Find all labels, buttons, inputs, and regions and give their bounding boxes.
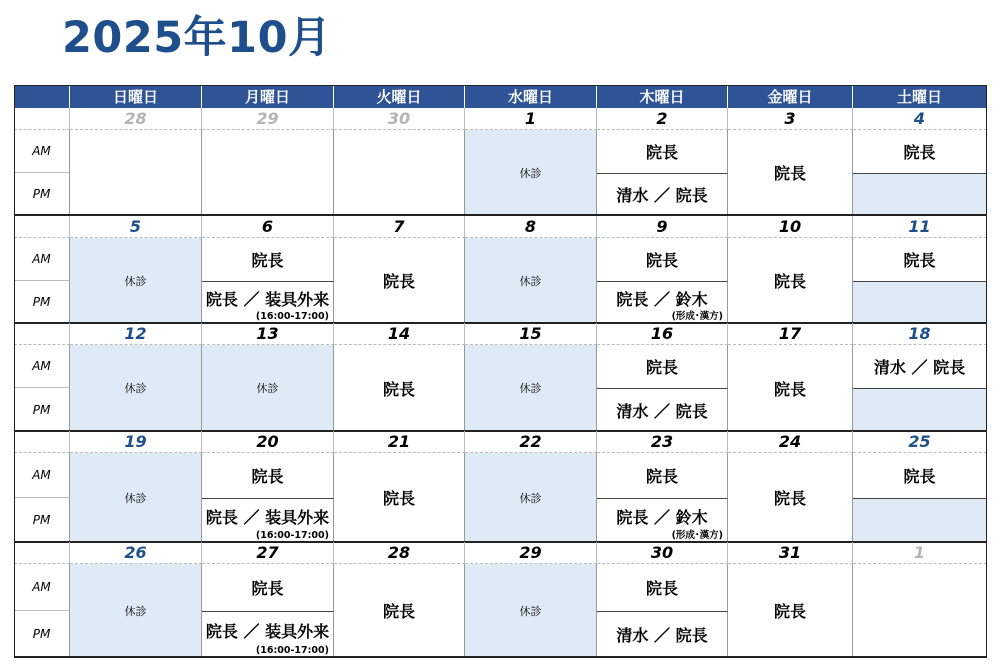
doctor-cell: 院長 [334, 238, 465, 323]
am-doctor: 院長 [202, 453, 334, 498]
pm-doctor [597, 388, 728, 431]
am-doctor: 院長 [597, 238, 728, 281]
day-number: 4 [853, 108, 987, 130]
day-number: 6 [202, 216, 334, 238]
am-doctor: 院長 [853, 453, 987, 498]
week-label-blank [14, 108, 70, 130]
weekday-header: 火曜日 [334, 85, 465, 108]
am-doctor: 院長 [202, 238, 334, 281]
day-number: 31 [728, 542, 853, 564]
pm-label: PM [14, 388, 70, 431]
am-doctor: 院長 [597, 130, 728, 173]
time-note: (形成･漢方) [671, 530, 723, 541]
day-number: 14 [334, 323, 465, 345]
weekday-header: 月曜日 [202, 85, 334, 108]
empty-cell [334, 130, 465, 215]
doctor-cell: 院長 [728, 453, 853, 542]
pm-doctor [202, 611, 334, 657]
weekday-header: 水曜日 [465, 85, 597, 108]
day-number: 13 [202, 323, 334, 345]
calendar-table [14, 85, 987, 657]
pm-doctor-text: 清水 ／ 院長 [616, 401, 708, 421]
am-doctor: 院長 [597, 345, 728, 388]
doctor-cell: 院長 [728, 564, 853, 657]
pm-empty [853, 498, 987, 542]
closed-cell: 休診 [465, 564, 597, 657]
day-number: 8 [465, 216, 597, 238]
doctor-cell: 院長 [334, 564, 465, 657]
time-note: (16:00-17:00) [255, 645, 329, 656]
pm-empty [853, 173, 987, 215]
day-number: 25 [853, 431, 987, 453]
pm-doctor-text: 清水 ／ 院長 [616, 186, 708, 205]
day-number: 3 [728, 108, 853, 130]
pm-doctor [597, 498, 728, 542]
day-number: 2 [597, 108, 728, 130]
pm-doctor [597, 173, 728, 215]
closed-cell: 休診 [70, 453, 202, 542]
time-note: (16:00-17:00) [255, 530, 329, 541]
doctor-cell: 院長 [334, 453, 465, 542]
day-number: 22 [465, 431, 597, 453]
time-note: (16:00-17:00) [255, 311, 329, 322]
pm-doctor [202, 498, 334, 542]
empty-cell [70, 130, 202, 215]
day-number: 16 [597, 323, 728, 345]
pm-label: PM [14, 173, 70, 215]
day-number: 7 [334, 216, 465, 238]
day-number: 5 [70, 216, 202, 238]
day-number: 19 [70, 431, 202, 453]
weekday-header: 木曜日 [597, 85, 728, 108]
am-doctor: 院長 [853, 130, 987, 173]
am-doctor: 清水 ／ 院長 [853, 345, 987, 388]
pm-doctor-text: 院長 ／ 装具外来 [205, 290, 330, 309]
day-number: 29 [465, 542, 597, 564]
pm-doctor-text: 院長 ／ 装具外来 [205, 508, 330, 527]
header-corner [14, 85, 70, 108]
pm-doctor [202, 281, 334, 323]
day-number: 10 [728, 216, 853, 238]
am-doctor: 院長 [202, 564, 334, 611]
day-number: 28 [70, 108, 202, 130]
day-number: 1 [465, 108, 597, 130]
doctor-cell: 院長 [728, 345, 853, 431]
pm-doctor [597, 611, 728, 657]
doctor-cell: 院長 [334, 345, 465, 431]
week-label-blank [14, 431, 70, 453]
pm-doctor [597, 281, 728, 323]
am-doctor: 院長 [853, 238, 987, 281]
day-number: 26 [70, 542, 202, 564]
pm-doctor-text: 清水 ／ 院長 [616, 626, 708, 645]
pm-doctor-text: 院長 ／ 鈴木 [616, 508, 708, 527]
weekday-header: 土曜日 [853, 85, 987, 108]
closed-cell: 休診 [70, 238, 202, 323]
week-label-blank [14, 323, 70, 345]
pm-label: PM [14, 281, 70, 323]
day-number: 23 [597, 431, 728, 453]
pm-label: PM [14, 498, 70, 542]
day-number: 17 [728, 323, 853, 345]
day-number: 18 [853, 323, 987, 345]
am-label: AM [14, 453, 70, 498]
day-number: 29 [202, 108, 334, 130]
closed-cell: 休診 [465, 453, 597, 542]
day-number: 28 [334, 542, 465, 564]
weekday-header: 日曜日 [70, 85, 202, 108]
am-doctor: 院長 [597, 564, 728, 611]
doctor-cell: 院長 [728, 238, 853, 323]
am-label: AM [14, 238, 70, 281]
pm-doctor-text: 院長 ／ 鈴木 [616, 290, 708, 309]
time-note: (形成･漢方) [671, 311, 723, 322]
am-label: AM [14, 345, 70, 388]
day-number: 27 [202, 542, 334, 564]
closed-cell: 休診 [465, 345, 597, 431]
empty-cell [853, 564, 987, 657]
day-number: 20 [202, 431, 334, 453]
pm-empty [853, 281, 987, 323]
closed-cell: 休診 [465, 130, 597, 215]
closed-cell: 休診 [202, 345, 334, 431]
week-label-blank [14, 542, 70, 564]
doctor-cell: 院長 [728, 130, 853, 215]
page-title: 2025年10月 [62, 13, 332, 63]
closed-cell: 休診 [70, 345, 202, 431]
am-label: AM [14, 564, 70, 611]
day-number: 9 [597, 216, 728, 238]
pm-empty [853, 388, 987, 431]
day-number: 30 [597, 542, 728, 564]
closed-cell: 休診 [465, 238, 597, 323]
am-doctor: 院長 [597, 453, 728, 498]
day-number: 21 [334, 431, 465, 453]
pm-label: PM [14, 611, 70, 657]
day-number: 11 [853, 216, 987, 238]
day-number: 12 [70, 323, 202, 345]
day-number: 24 [728, 431, 853, 453]
weekday-header: 金曜日 [728, 85, 853, 108]
closed-cell: 休診 [70, 564, 202, 657]
am-label: AM [14, 130, 70, 173]
day-number: 15 [465, 323, 597, 345]
day-number: 30 [334, 108, 465, 130]
empty-cell [202, 130, 334, 215]
day-number: 1 [853, 542, 987, 564]
week-label-blank [14, 216, 70, 238]
pm-doctor-text: 院長 ／ 装具外来 [205, 622, 330, 641]
week-separator [14, 656, 987, 658]
